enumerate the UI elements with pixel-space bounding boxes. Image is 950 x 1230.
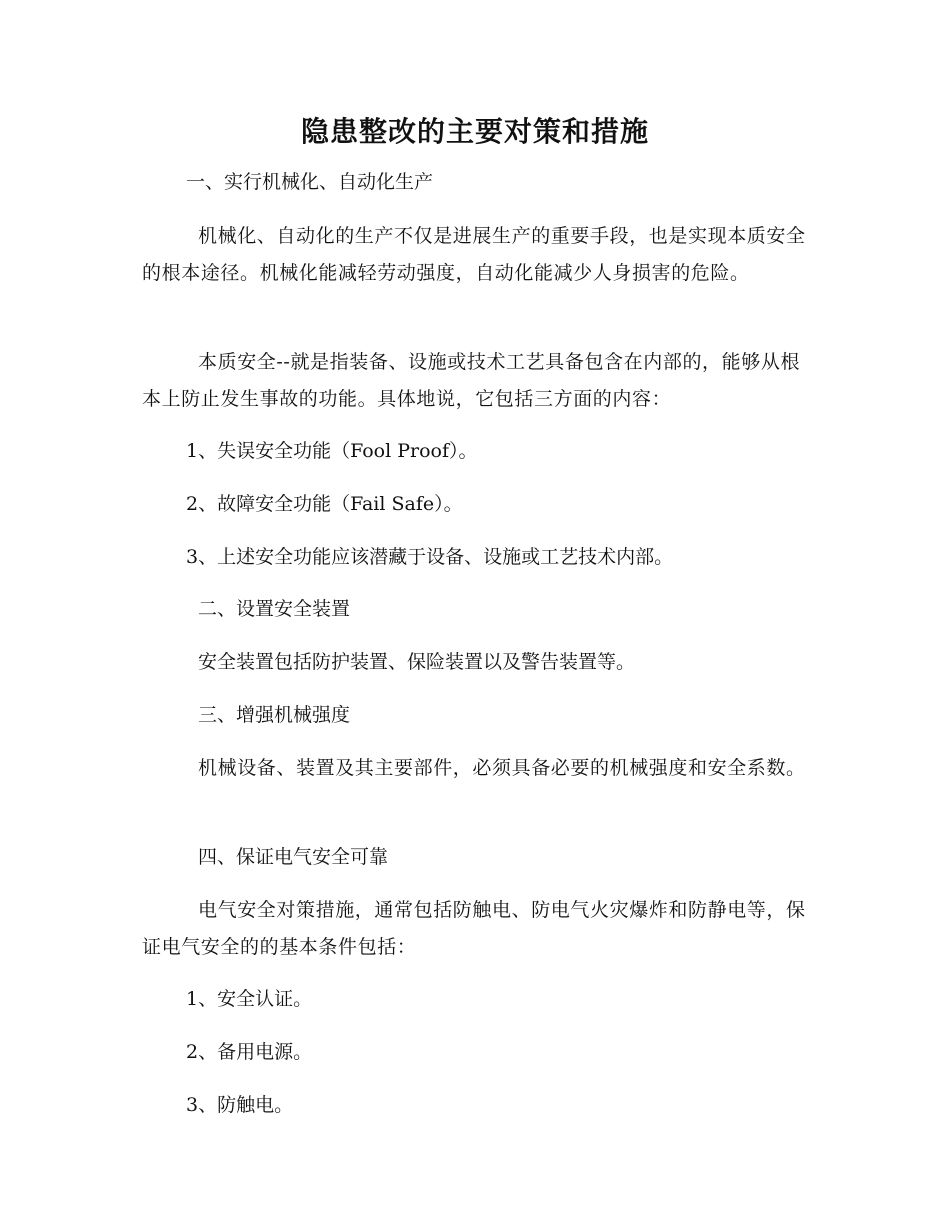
section-heading-2: 二、设置安全装置 [198,598,351,620]
document-title: 隐患整改的主要对策和措施 [300,115,649,148]
section-4-list-item-3: 3、防触电。 [186,1094,294,1116]
section-4-paragraph: 电气安全对策措施，通常包括防触电、防电气火灾爆炸和防静电等，保证电气安全的的基本条件包括： [142,899,806,958]
section-4-list-item-2: 2、备用电源。 [186,1041,313,1063]
section-1-list-item-1: 1、失误安全功能（Fool Proof）。 [186,440,478,462]
section-heading-3: 三、增强机械强度 [198,704,351,726]
section-2-paragraph: 安全装置包括防护装置、保险装置以及警告装置等。 [198,651,636,673]
section-3-paragraph: 机械设备、装置及其主要部件，必须具备必要的机械强度和安全系数。 [198,757,806,779]
section-1-list-item-2: 2、故障安全功能（Fail Safe）。 [186,493,463,515]
section-1-list-item-3: 3、上述安全功能应该潜藏于设备、设施或工艺技术内部。 [186,546,674,568]
section-1-paragraph-2: 本质安全--就是指装备、设施或技术工艺具备包含在内部的，能够从根本上防止发生事故的功能。具体地说，它包括三方面的内容： [142,351,801,410]
section-heading-4: 四、保证电气安全可靠 [198,846,389,868]
section-4-list-item-1: 1、安全认证。 [186,988,313,1010]
section-1-paragraph-1: 机械化、自动化的生产不仅是进展生产的重要手段，也是实现本质安全的根本途径。机械化能减轻劳动强度，自动化能减少人身损害的危险。 [142,225,806,284]
section-heading-1: 一、实行机械化、自动化生产 [186,171,434,193]
